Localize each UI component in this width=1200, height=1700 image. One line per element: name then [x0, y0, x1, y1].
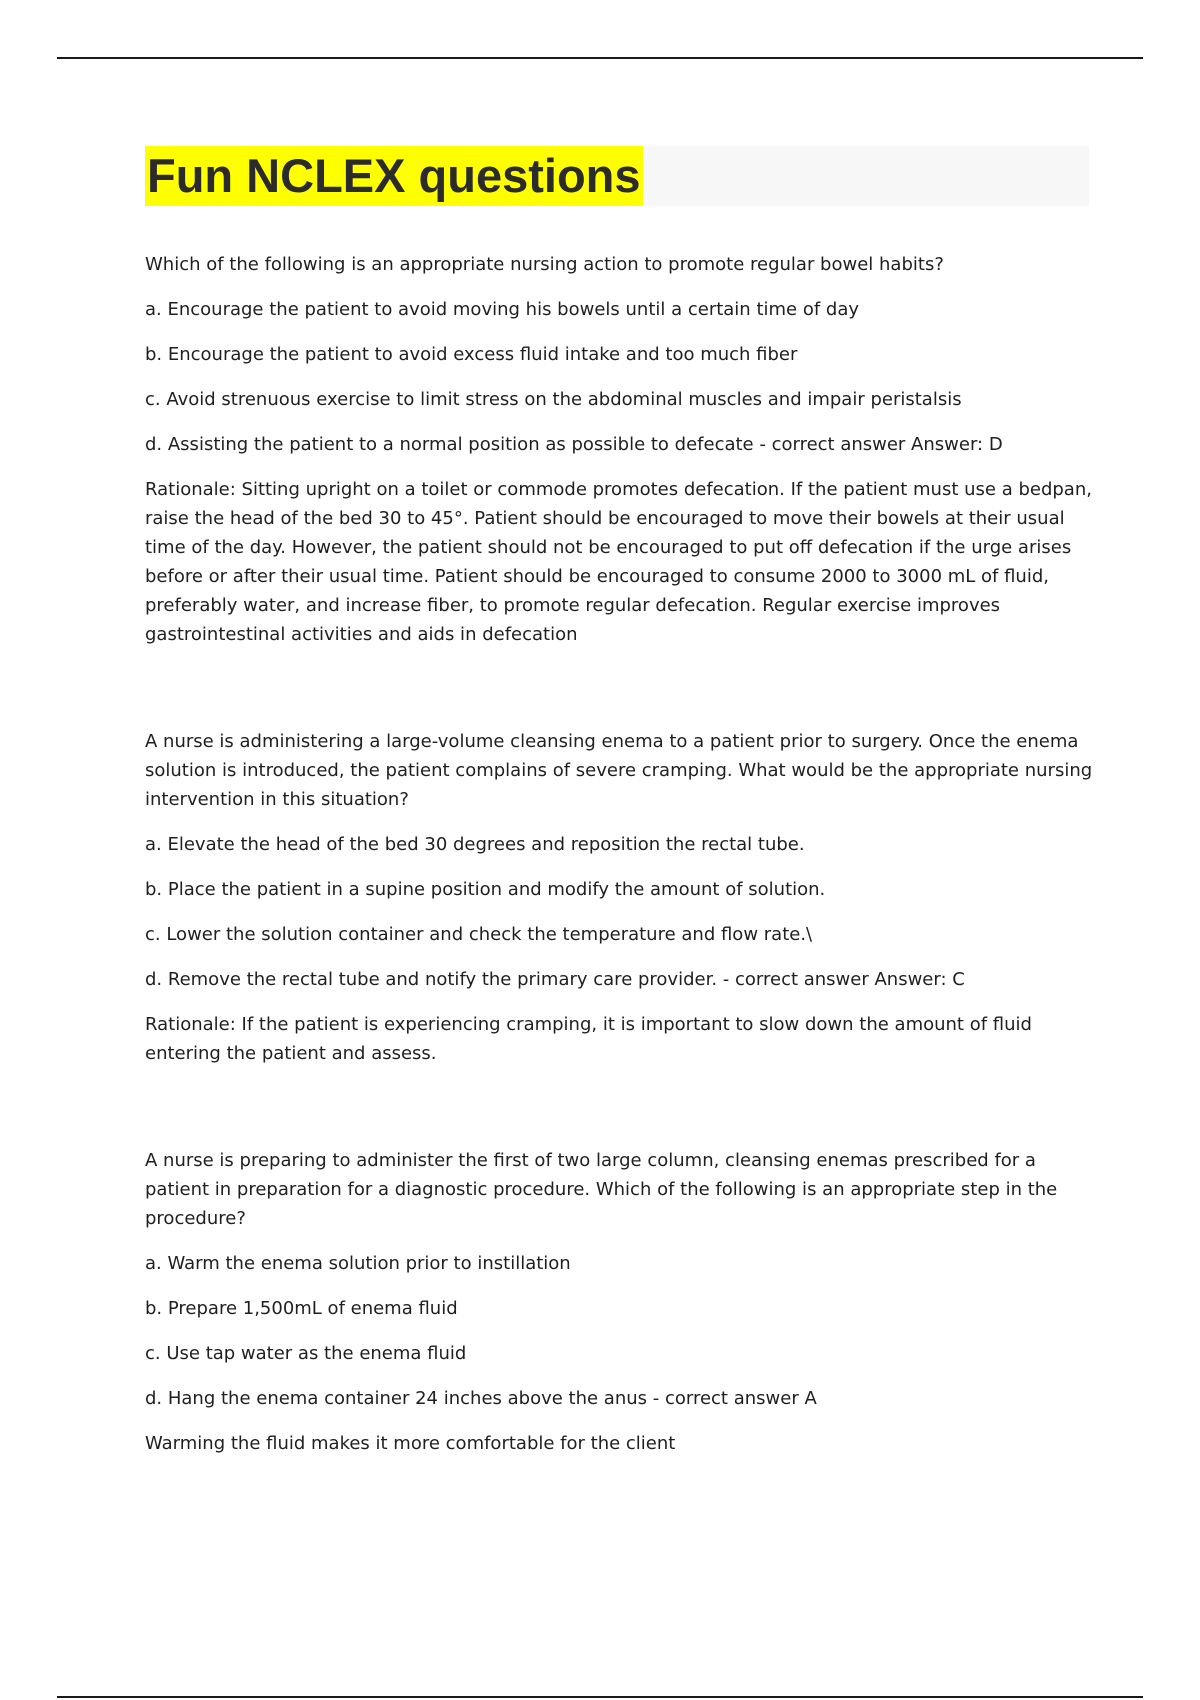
document-title: Fun NCLEX questions — [145, 146, 643, 206]
answer-option-d: d. Assisting the patient to a normal position as possible to defecate - correct answer Answer: D — [145, 434, 1003, 455]
answer-option-d: d. Hang the enema container 24 inches above the anus - correct answer A — [145, 1388, 817, 1409]
rationale: Rationale: If the patient is experiencing cramping, it is important to slow down the amount of fluid entering the patient and assess. — [145, 1014, 1032, 1064]
question-block-3 — [145, 1146, 1095, 1458]
answer-option-a: a. Elevate the head of the bed 30 degrees and reposition the rectal tube. — [145, 834, 805, 855]
question-stem: A nurse is administering a large-volume cleansing enema to a patient prior to surgery. Once the enema solution is introduced, the patient complains of severe cramping. What would be the appropriate nursing intervention in this situation? — [145, 731, 1093, 810]
rationale: Rationale: Sitting upright on a toilet or commode promotes defecation. If the patient must use a bedpan, raise the head of the bed 30 to 45°. Patient should be encouraged to move their bowels at their usual time of the day. However, the patient should not be encouraged to put off defecation if the urge arises before or after their usual time. Patient should be encouraged to consume 2000 to 3000 mL of fluid, preferably water, and increase fiber, to promote regular defecation. Regular exercise improves gastrointestinal activities and aids in defecation — [145, 479, 1092, 645]
answer-option-d: d. Remove the rectal tube and notify the primary care provider. - correct answer Answer: C — [145, 969, 965, 990]
question-stem: Which of the following is an appropriate nursing action to promote regular bowel habits? — [145, 254, 944, 275]
rationale: Warming the fluid makes it more comfortable for the client — [145, 1433, 676, 1454]
answer-option-c: c. Use tap water as the enema fluid — [145, 1343, 467, 1364]
section-gap — [145, 665, 1095, 727]
question-block-2 — [145, 727, 1095, 1068]
answer-option-c: c. Avoid strenuous exercise to limit stress on the abdominal muscles and impair peristalsis — [145, 389, 962, 410]
answer-option-b: b. Place the patient in a supine position and modify the amount of solution. — [145, 879, 826, 900]
answer-option-b: b. Encourage the patient to avoid excess fluid intake and too much fiber — [145, 344, 798, 365]
document-body — [145, 250, 1095, 1474]
top-rule — [57, 57, 1143, 59]
question-block-1 — [145, 250, 1095, 649]
answer-option-c: c. Lower the solution container and check the temperature and flow rate.\ — [145, 924, 813, 945]
section-gap — [145, 1084, 1095, 1146]
question-stem: A nurse is preparing to administer the first of two large column, cleansing enemas prescribed for a patient in preparation for a diagnostic procedure. Which of the following is an appropriate step in the procedure? — [145, 1150, 1058, 1229]
answer-option-a: a. Warm the enema solution prior to instillation — [145, 1253, 571, 1274]
answer-option-a: a. Encourage the patient to avoid moving his bowels until a certain time of day — [145, 299, 860, 320]
bottom-rule — [57, 1696, 1143, 1698]
answer-option-b: b. Prepare 1,500mL of enema fluid — [145, 1298, 458, 1319]
